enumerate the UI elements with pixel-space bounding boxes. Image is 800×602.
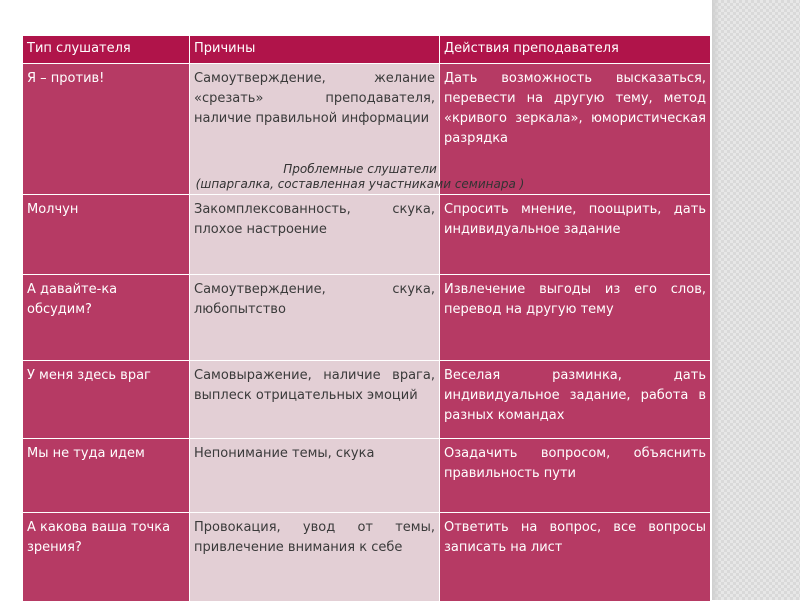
cell-listener-type: Молчун bbox=[23, 195, 190, 275]
cell-reasons: Самовыражение, наличие врага, выплеск отрицательных эмоций bbox=[190, 361, 440, 439]
cell-reasons: Непонимание темы, скука bbox=[190, 439, 440, 513]
table-row bbox=[23, 513, 711, 602]
cell-listener-type: Я – против! bbox=[23, 64, 190, 195]
table-row bbox=[23, 275, 711, 361]
decorative-side-panel bbox=[712, 0, 800, 600]
header-teacher-actions: Действия преподавателя bbox=[440, 36, 711, 64]
table-row bbox=[23, 64, 711, 195]
table-row bbox=[23, 361, 711, 439]
header-reasons: Причины bbox=[190, 36, 440, 64]
cell-teacher-actions: Дать возможность высказаться, перевести на другую тему, метод «кривого зеркала», юмористическая разрядка bbox=[440, 64, 711, 195]
cell-listener-type: А давайте-ка обсудим? bbox=[23, 275, 190, 361]
cell-reasons: Самоутверждение, скука, любопытство bbox=[190, 275, 440, 361]
table-container bbox=[22, 35, 710, 600]
table-header-row bbox=[23, 36, 711, 64]
cell-teacher-actions: Извлечение выгоды из его слов, перевод на другую тему bbox=[440, 275, 711, 361]
cell-listener-type: У меня здесь враг bbox=[23, 361, 190, 439]
cell-teacher-actions: Ответить на вопрос, все вопросы записать на лист bbox=[440, 513, 711, 602]
header-listener-type: Тип слушателя bbox=[23, 36, 190, 64]
table-row bbox=[23, 195, 711, 275]
cell-teacher-actions: Веселая разминка, дать индивидуальное задание, работа в разных командах bbox=[440, 361, 711, 439]
cell-reasons: Провокация, увод от темы, привлечение внимания к себе bbox=[190, 513, 440, 602]
table-row bbox=[23, 439, 711, 513]
caption-subtitle: (шпаргалка, составленная участниками семинара ) bbox=[195, 177, 525, 191]
cell-listener-type: А какова ваша точка зрения? bbox=[23, 513, 190, 602]
cell-listener-type: Мы не туда идем bbox=[23, 439, 190, 513]
cell-reasons: Закомплексованность, скука, плохое настроение bbox=[190, 195, 440, 275]
cell-teacher-actions: Спросить мнение, поощрить, дать индивидуальное задание bbox=[440, 195, 711, 275]
problem-listeners-table bbox=[22, 35, 711, 602]
cell-teacher-actions: Озадачить вопросом, объяснить правильность пути bbox=[440, 439, 711, 513]
cell-reasons: Самоутверждение, желание «срезать» преподавателя, наличие правильной информации bbox=[190, 64, 440, 195]
caption-title: Проблемные слушатели bbox=[283, 162, 437, 176]
